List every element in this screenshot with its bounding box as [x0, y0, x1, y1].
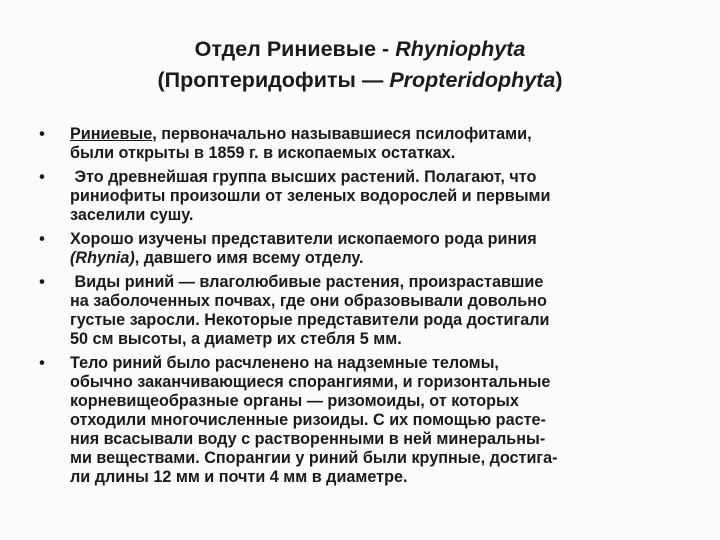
bullet-item	[36, 125, 696, 163]
bullet-item	[36, 168, 696, 225]
title-synonym-latin: Propteridophyta	[389, 68, 556, 92]
bullet-list	[36, 125, 696, 492]
bullet-line	[70, 125, 696, 144]
bullet-line: 50 см высоты, а диаметр их стебля 5 мм.	[70, 330, 402, 348]
bullet-line: ния всасывали воду с растворенными в ней минеральны-	[70, 430, 546, 448]
bullet-dot: •	[39, 168, 45, 186]
bullet-dot: •	[39, 273, 45, 291]
title-synonym-open: (Проптеридофиты —	[157, 68, 390, 92]
bullet-item	[36, 273, 696, 349]
bullet-line: обычно заканчивающиеся спорангиями, и горизонтальные	[70, 373, 551, 391]
bullet-line: заселили сушу.	[70, 206, 194, 224]
bullet-line: риниофиты произошли от зеленых водорослей и первыми	[70, 187, 551, 205]
title-line-1	[60, 34, 660, 65]
bullet-line: на заболоченных почвах, где они образовывали довольно	[70, 292, 547, 310]
title-latin-name: Rhyniophyta	[395, 37, 526, 61]
bullet-item	[36, 354, 696, 487]
bullet-line: густые заросли. Некоторые представители рода достигали	[70, 311, 550, 329]
bullet-text: , первоначально называвшиеся псилофитами,	[152, 125, 532, 143]
bullet-line: Хорошо изучены представители ископаемого рода риния	[70, 230, 537, 248]
bullet-text: , давшего имя всему отделу.	[134, 249, 364, 267]
bullet-dot: •	[39, 354, 45, 372]
bullet-line: были открыты в 1859 г. в ископаемых остатках.	[70, 144, 456, 162]
bullet-line: Виды риний — влаголюбивые растения, произраставшие	[70, 273, 544, 291]
title-synonym-close: )	[555, 68, 563, 92]
bullet-line: ли длины 12 мм и почти 4 мм в диаметре.	[70, 468, 408, 486]
bullet-line: отходили многочисленные ризоиды. С их помощью расте-	[70, 411, 546, 429]
latin-genus: (Rhynia)	[70, 249, 135, 267]
bullet-line: Тело риний было расчленено на надземные теломы,	[70, 354, 499, 372]
bullet-dot: •	[39, 230, 45, 248]
bullet-dot: •	[39, 125, 45, 143]
bullet-line	[70, 249, 696, 268]
bullet-line: ми веществами. Спорангии у риний были крупные, достига-	[70, 449, 558, 467]
bullet-item	[36, 230, 696, 268]
title-line-2	[60, 65, 660, 96]
term-link[interactable]: Риниевые	[70, 125, 153, 143]
bullet-line: корневищеобразные органы — ризомоиды, от которых	[70, 392, 519, 410]
slide-title	[60, 34, 660, 96]
title-prefix: Отдел Риниевые -	[194, 37, 396, 61]
bullet-line: Это древнейшая группа высших растений. Полагают, что	[70, 168, 537, 186]
